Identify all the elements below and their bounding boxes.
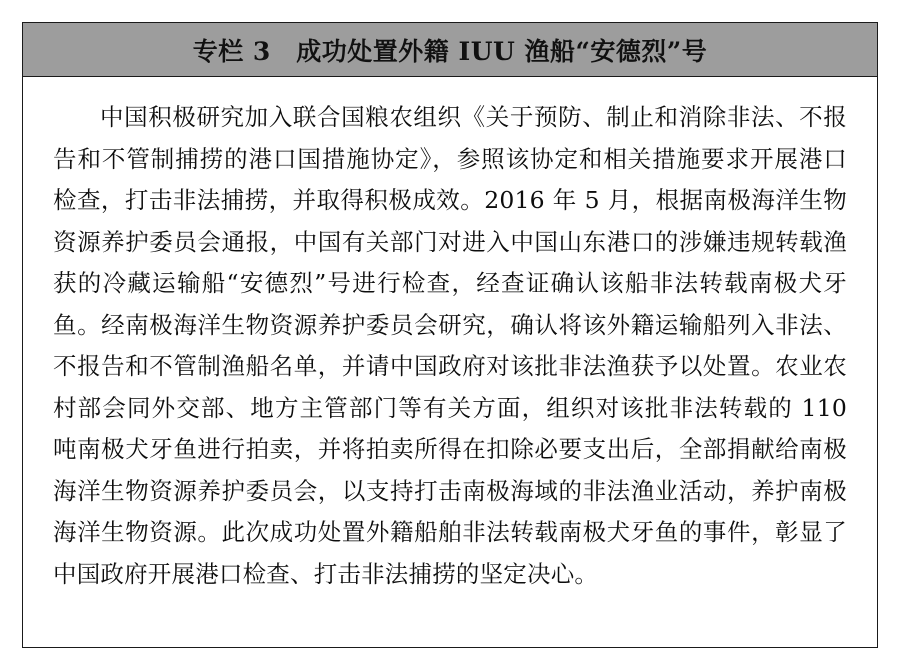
callout-box bbox=[22, 22, 878, 648]
callout-box-header bbox=[23, 23, 877, 77]
callout-box-title: 专栏 3 成功处置外籍 IUU 渔船“安德烈”号 bbox=[192, 36, 708, 66]
callout-box-body bbox=[23, 77, 877, 611]
callout-box-paragraph: 中国积极研究加入联合国粮农组织《关于预防、制止和消除非法、不报告和不管制捕捞的港口国措施协定》，参照该协定和相关措施要求开展港口检查，打击非法捕捞，并取得积极成效。2016 年 5 月，根据南极海洋生物资源养护委员会通报，中国有关部门对进入中国山东港口的涉嫌违规转载渔获的冷藏运输船“安德烈”号进行检查，经查证确认该船非法转载南极犬牙鱼。经南极海洋生物资源养护委员会研究，确认将该外籍运输船列入非法、不报告和不管制渔船名单，并请中国政府对该批非法渔获予以处置。农业农村部会同外交部、地方主管部门等有关方面，组织对该批非法转载的 110 吨南极犬牙鱼进行拍卖，并将拍卖所得在扣除必要支出后，全部捐献给南极海洋生物资源养护委员会，以支持打击南极海域的非法渔业活动，养护南极海洋生物资源。此次成功处置外籍船舶非法转载南极犬牙鱼的事件，彰显了中国政府开展港口检查、打击非法捕捞的坚定决心。 bbox=[53, 103, 847, 588]
